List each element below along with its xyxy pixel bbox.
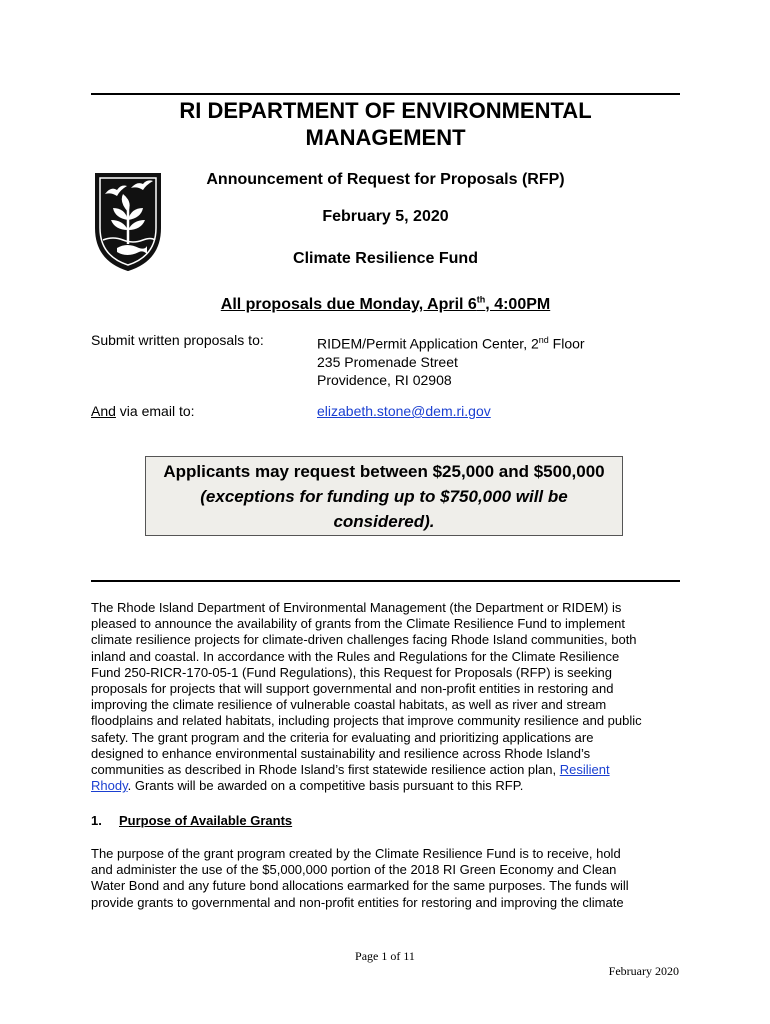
email-label: And via email to:: [91, 403, 195, 419]
title-line-2: MANAGEMENT: [305, 125, 466, 150]
submission-address: [317, 331, 585, 389]
rfp-announcement: Announcement of Request for Proposals (RFP): [206, 171, 565, 188]
email-link[interactable]: elizabeth.stone@dem.ri.gov: [317, 403, 491, 419]
deadline-superscript: th: [476, 295, 486, 305]
fund-name: Climate Resilience Fund: [293, 250, 478, 267]
address-line-2: 235 Promenade Street: [317, 353, 458, 370]
resilient-rhody-link-cont[interactable]: Rhody: [91, 778, 128, 794]
title-line-1: RI DEPARTMENT OF ENVIRONMENTAL: [179, 98, 592, 123]
intro-paragraph: The Rhode Island Department of Environmental Management (the Department or RIDEM) is pleased to announce the availability of grants from the Climate Resilience Fund to implement climate resilience projects for climate-driven challenges facing Rhode Island communities, both inland and coastal. In accordance with the Rules and Regulations for the Climate Resilience Fund 250-RICR-170-05-1 (Fund Regulations), this Request for Proposals (RFP) is seeking proposals for projects that will support governmental and non-profit entities in restoring and improving the climate resilience of vulnerable coastal habitats, as well as river and stream floodplains and related habitats, including projects that improve community resilience and public safety. The grant program and the criteria for evaluating and prioritizing applications are designed to enhance environmental sustainability and resilience across Rhode Island’s communities as described in Rhode Island’s first statewide resilience action plan, Resilient Rhody. Grants will be awarded on a competitive basis pursuant to this RFP.: [91, 600, 642, 794]
footer-date: February 2020: [608, 964, 679, 978]
deadline-text: All proposals due Monday, April 6: [220, 296, 477, 314]
callout-line-2: (exceptions for funding up to $750,000 will be: [200, 487, 568, 506]
funding-callout-box: [145, 456, 623, 536]
resilient-rhody-link[interactable]: Resilient: [559, 762, 610, 778]
section-1-title: Purpose of Available Grants: [119, 813, 293, 828]
deadline-time: , 4:00PM: [485, 296, 551, 314]
section-1-heading: [91, 812, 292, 830]
submit-label: Submit written proposals to:: [91, 332, 264, 348]
page-title: [91, 97, 680, 151]
address-line-3: Providence, RI 02908: [317, 371, 452, 388]
page-number: Page 1 of 11: [355, 949, 415, 963]
section-rule: [91, 580, 680, 582]
top-rule: [91, 93, 680, 95]
announcement-date: February 5, 2020: [322, 208, 449, 225]
callout-line-3: considered).: [333, 512, 435, 531]
section-1-paragraph: The purpose of the grant program created by the Climate Resilience Fund is to receive, hold and administer the use of the $5,000,000 portion of the 2018 RI Green Economy and Clean Water Bond and any future bond allocations earmarked for the same purposes. The funds will provide grants to governmental and non-profit entities for restoring and improving the climate: [91, 846, 629, 910]
address-line-1: RIDEM/Permit Application Center, 2nd Floor: [317, 335, 585, 352]
proposal-deadline: [91, 290, 680, 315]
callout-line-1: Applicants may request between $25,000 and $500,000: [163, 462, 605, 481]
section-1-number: 1.: [91, 813, 102, 828]
